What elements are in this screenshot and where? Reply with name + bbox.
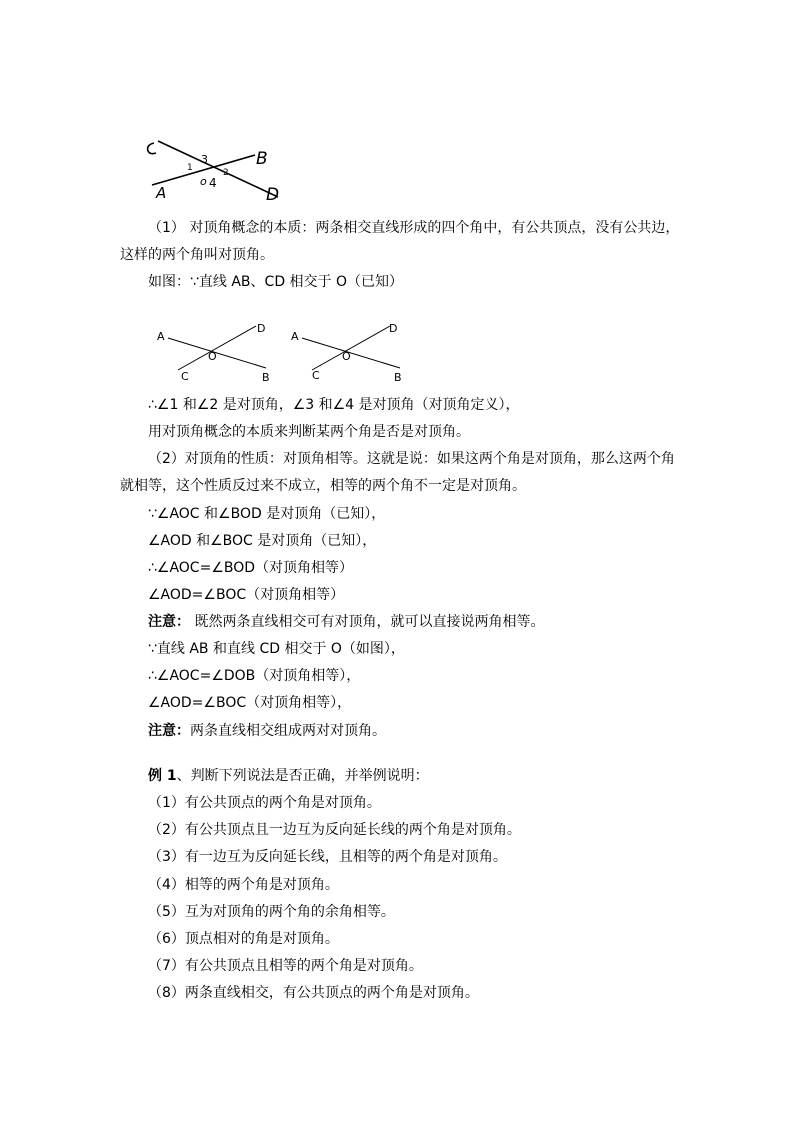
- section2-line11: ∠AOD=∠BOC（对顶角相等），: [148, 695, 352, 711]
- section2-line9: ∵直线 AB 和直线 CD 相交于 O（如图），: [148, 641, 405, 657]
- left-label-c: C: [181, 370, 189, 383]
- right-line-ab: [302, 338, 400, 368]
- fig1-label-4: 4: [209, 176, 217, 190]
- note1: [148, 613, 544, 631]
- example-item: （6）顶点相对的角是对顶角。: [148, 931, 339, 947]
- example-item: （7）有公共顶点且相等的两个角是对顶角。: [148, 958, 423, 974]
- note1-text: 既然两条直线相交可有对顶角，就可以直接说两角相等。: [190, 614, 545, 630]
- section2-line5: ∵∠AOC 和∠BOD 是对顶角（已知），: [148, 506, 386, 522]
- example-title: [148, 767, 429, 785]
- example-item: （2）有公共顶点且一边互为反向延长线的两个角是对顶角。: [148, 822, 521, 838]
- example-item: （3）有一边互为反向延长线，且相等的两个角是对顶角。: [148, 849, 507, 865]
- example-item: （1）有公共顶点的两个角是对顶角。: [148, 795, 381, 811]
- section2-line1: ∴∠1 和∠2 是对顶角，∠3 和∠4 是对顶角（对顶角定义），: [148, 397, 520, 413]
- right-label-o: O: [342, 350, 351, 363]
- example-item: （5）互为对顶角的两个角的余角相等。: [148, 904, 395, 920]
- right-label-a: A: [291, 330, 299, 343]
- fig1-label-3: 3: [201, 153, 208, 166]
- fig1-label-1: 1: [187, 163, 193, 173]
- note2-text: 两条直线相交组成两对对顶角。: [190, 723, 386, 739]
- note2: [148, 722, 386, 740]
- section2-line10: ∴∠AOC=∠DOB（对顶角相等），: [148, 668, 361, 684]
- note1-label: 注意：: [148, 614, 190, 630]
- figure-handdrawn-angles: [140, 135, 290, 205]
- left-line-ab: [168, 338, 266, 368]
- example-item: （4）相等的两个角是对顶角。: [148, 877, 339, 893]
- fig1-label-d: D: [266, 185, 280, 205]
- note2-label: 注意：: [148, 723, 190, 739]
- example-title-text: 、判断下列说法是否正确，并举例说明：: [176, 768, 429, 784]
- figure-intersecting-lines-right: [286, 318, 416, 388]
- right-label-b: B: [394, 371, 402, 384]
- section2-line4: 就相等，这个性质反过来不成立，相等的两个角不一定是对顶角。: [120, 478, 526, 494]
- section1-line2: 这样的两个角叫对顶角。: [120, 247, 274, 263]
- left-label-b: B: [262, 371, 270, 384]
- fig1-label-o: o: [200, 175, 207, 188]
- example-item: （8）两条直线相交，有公共顶点的两个角是对顶角。: [148, 985, 479, 1001]
- fig1-label-a: A: [156, 184, 167, 202]
- left-line-cd: [178, 326, 256, 370]
- right-line-cd: [312, 326, 390, 370]
- fig1-label-c: C: [140, 135, 141, 136]
- section1-line3: 如图：∵直线 AB、CD 相交于 O（已知）: [148, 274, 404, 290]
- section2-line3: （2）对顶角的性质：对顶角相等。这就是说：如果这两个角是对顶角，那么这两个角: [148, 451, 675, 467]
- left-label-a: A: [157, 330, 165, 343]
- section2-line8: ∠AOD=∠BOC（对顶角相等）: [148, 587, 345, 603]
- left-label-d: D: [257, 322, 266, 335]
- fig1-label-2: 2: [223, 168, 229, 178]
- right-label-c: C: [312, 369, 320, 382]
- section2-line6: ∠AOD 和∠BOC 是对顶角（已知），: [148, 533, 377, 549]
- fig1-label-b: B: [256, 149, 268, 169]
- section2-line2: 用对顶角概念的本质来判断某两个角是否是对顶角。: [148, 424, 470, 440]
- example-title-label: 例 1: [148, 768, 177, 784]
- left-label-o: O: [208, 350, 217, 363]
- section2-line7: ∴∠AOC=∠BOD（对顶角相等）: [148, 560, 354, 576]
- section1-line1: （1） 对顶角概念的本质：两条相交直线形成的四个角中，有公共顶点，没有公共边，: [148, 220, 680, 236]
- right-label-d: D: [389, 322, 398, 335]
- figure-intersecting-lines-left: [152, 318, 282, 388]
- label-c-stroke: [148, 143, 156, 154]
